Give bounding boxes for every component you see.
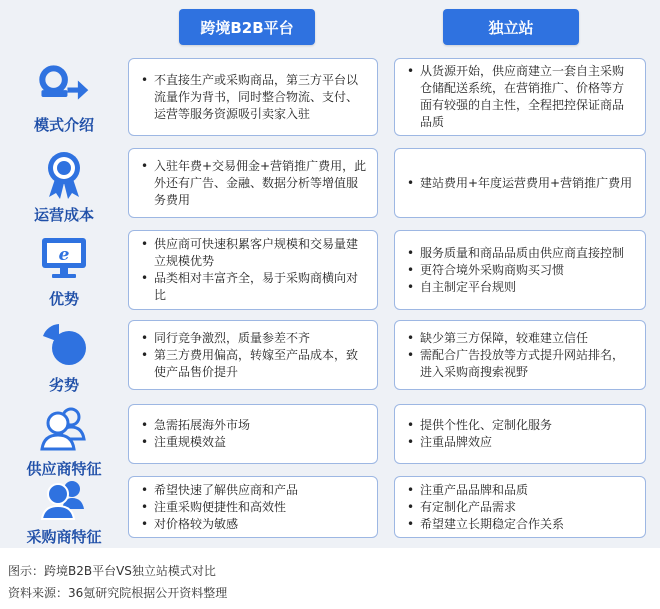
row-label-supplier: [14, 402, 114, 479]
cell-b2b-disadvantage: [128, 320, 378, 390]
cell-b2b-buyer: [128, 476, 378, 538]
cell-b2b-cost: [128, 148, 378, 218]
user-group-icon: [38, 402, 90, 454]
list-item: • 急需拓展海外市场: [141, 417, 367, 434]
row-label-cost: [14, 148, 114, 225]
award-badge-icon: [38, 148, 90, 200]
list-item: • 入驻年费+交易佣金+营销推广费用，此外还有广告、金融、数据分析等增值服务费用: [141, 158, 367, 209]
list-item: • 注重产品品牌和品质: [407, 482, 635, 499]
list-item: • 希望快速了解供应商和产品: [141, 482, 367, 499]
list-item: • 缺少第三方保障，较难建立信任: [407, 330, 635, 347]
cell-site-advantage: [394, 230, 646, 310]
svg-text:e: e: [58, 245, 70, 265]
list-item: • 同行竞争激烈，质量参差不齐: [141, 330, 367, 347]
list-item: • 需配合广告投放等方式提升网站排名，进入采购商搜索视野: [407, 347, 635, 381]
list-item: • 对价格较为敏感: [141, 516, 367, 533]
list-item: • 有定制化产品需求: [407, 499, 635, 516]
list-item: • 不直接生产或采购商品，第三方平台以流量作为背书，同时整合物流、支付、运营等服务资源吸引卖家入驻: [141, 72, 367, 123]
row-label-advantage: [14, 232, 114, 309]
row-label-disadvantage: [14, 318, 114, 395]
cell-site-disadvantage: [394, 320, 646, 390]
cell-b2b-advantage: [128, 230, 378, 310]
header-independent-site: 独立站: [443, 9, 579, 45]
cell-site-supplier: [394, 404, 646, 464]
list-item: • 注重采购便捷性和高效性: [141, 499, 367, 516]
list-item: • 希望建立长期稳定合作关系: [407, 516, 635, 533]
row-label-text: 劣势: [48, 376, 79, 394]
cell-b2b-mode: [128, 58, 378, 136]
pie-chart-icon: [38, 318, 90, 370]
row-label-text: 优势: [48, 290, 79, 308]
list-item: • 注重规模效益: [141, 434, 367, 451]
list-item: • 供应商可快速积累客户规模和交易量建立规模优势: [141, 236, 367, 270]
row-label-text: 采购商特征: [26, 528, 102, 546]
row-label-text: 运营成本: [33, 206, 94, 224]
cell-site-cost: [394, 148, 646, 218]
row-label-text: 供应商特征: [26, 460, 102, 478]
cell-site-buyer: [394, 476, 646, 538]
list-item: • 第三方费用偏高，转嫁至产品成本，致使产品售价提升: [141, 347, 367, 381]
list-item: • 注重品牌效应: [407, 434, 635, 451]
header-b2b-platform: 跨境B2B平台: [179, 9, 315, 45]
list-item: • 建站费用+年度运营费用+营销推广费用: [407, 175, 635, 192]
user-group-solid-icon: [38, 478, 90, 522]
row-label-text: 模式介绍: [33, 116, 94, 134]
cell-b2b-supplier: [128, 404, 378, 464]
list-item: • 品类相对丰富齐全，易于采购商横向对比: [141, 270, 367, 304]
list-item: • 提供个性化、定制化服务: [407, 417, 635, 434]
list-item: • 服务质量和商品品质由供应商直接控制: [407, 245, 635, 262]
row-label-mode: [14, 58, 114, 135]
source-caption: 资料来源：36氪研究院根据公开资料整理: [8, 586, 228, 600]
list-item: • 自主制定平台规则: [407, 279, 635, 296]
monitor-browser-icon: [38, 232, 90, 284]
row-label-buyer: [14, 478, 114, 547]
key-arrow-icon: [38, 58, 90, 110]
figure-caption: 图示：跨境B2B平台VS独立站模式对比: [8, 564, 216, 578]
cell-site-mode: [394, 58, 646, 136]
list-item: • 从货源开始，供应商建立一套自主采购仓储配送系统，在营销推广、价格等方面有较强的自主性，全程把控保证商品品质: [407, 63, 635, 131]
list-item: • 更符合境外采购商购买习惯: [407, 262, 635, 279]
